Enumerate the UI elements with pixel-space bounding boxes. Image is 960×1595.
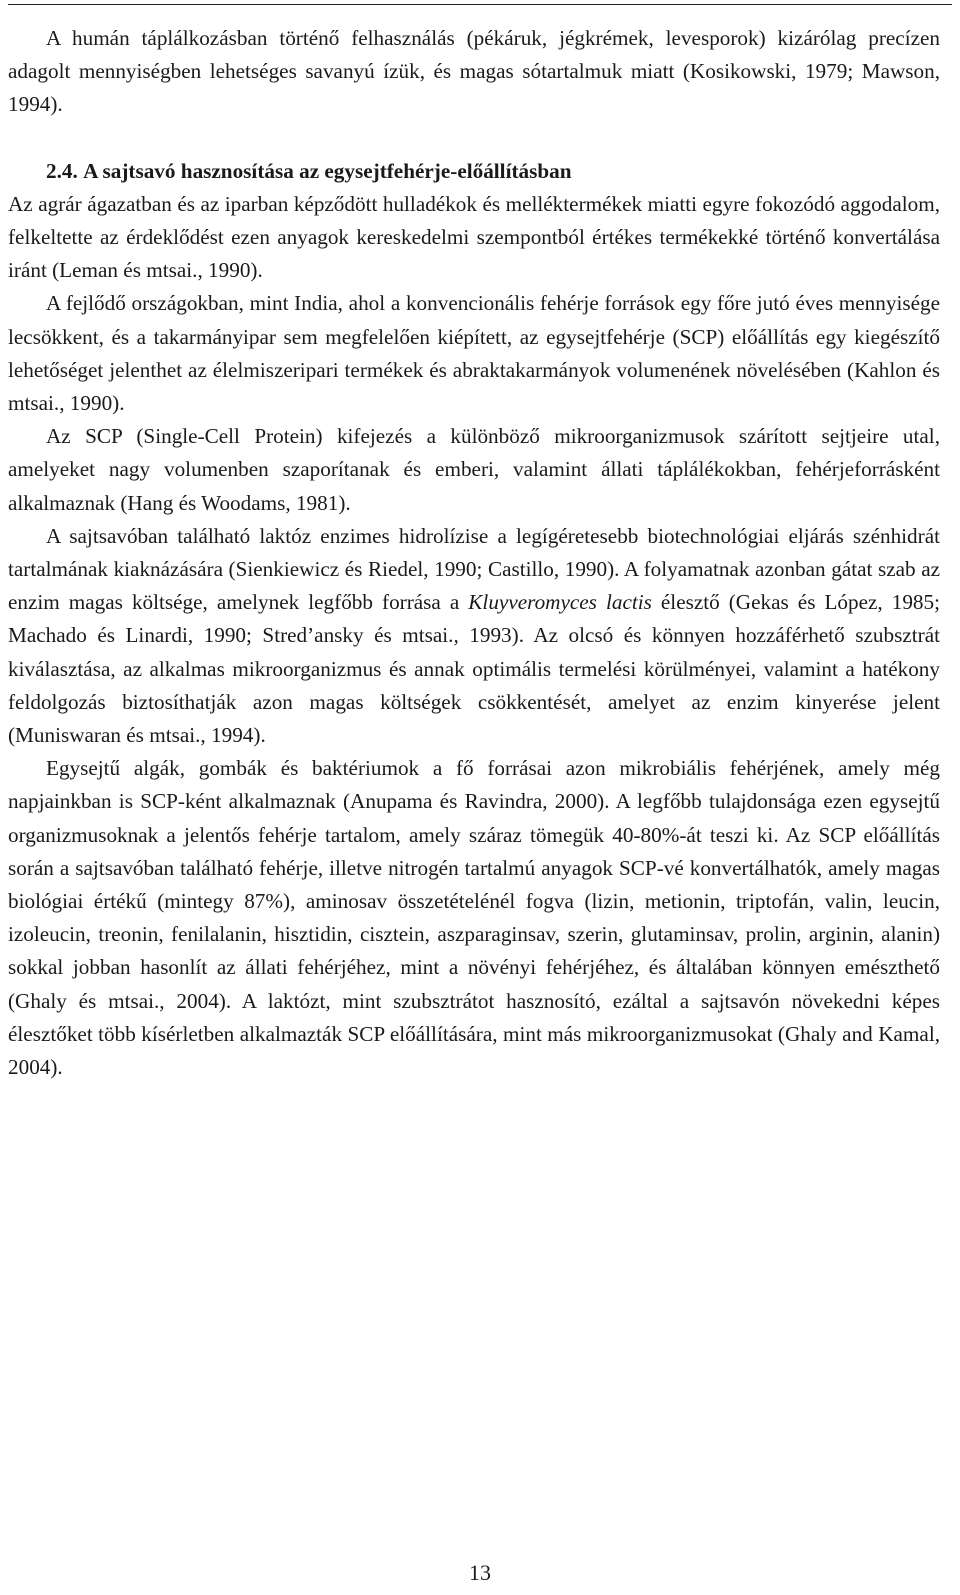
page-number: 13 (469, 1560, 491, 1585)
top-rule (8, 4, 952, 5)
paragraph-4-part-1: A sajtsavóban található laktóz enzimes hidrolízise a legígéretesebb biotechnológiai eljárás szénhidrát tartalmának kiaknázására (Sienkiewicz és Riedel, 1990; Castillo, 1990). A folyamatnak azonban gátat szab az enzim magas költsége, amelynek legfőbb forrása a (8, 523, 940, 615)
paragraph-1: Az agrár ágazatban és az iparban képződött hulladékok és melléktermékek miatti egyre fokozódó aggodalom, felkeltette az érdeklődést ezen anyagok kereskedelmi szempontból értékes termékekké történő konvertálása iránt (Leman és mtsai., 1990). (8, 191, 940, 283)
section-heading (8, 155, 940, 188)
paragraph-4 (8, 520, 940, 752)
document-body (8, 22, 940, 1084)
paragraph-2: A fejlődő országokban, mint India, ahol a konvencionális fehérje források egy főre jutó éves mennyisége lecsökkent, és a takarmányipar sem megfelelően kiépített, az egysejtfehérje (SCP) előállítás egy kiegészítő lehetőséget jelenthet az élelmiszeripari termékek és abraktakarmányok volumenének növelésében (Kahlon és mtsai., 1990). (8, 291, 940, 416)
species-name: Kluyveromyces lactis (468, 590, 652, 615)
paragraph-4-part-2: élesztő (Gekas és López, 1985; Machado és Linardi, 1990; Stred’ansky és mtsai., 1993). Az olcsó és könnyen hozzáférhető szubsztrát kiválasztása, az alkalmas mikroorganizmus és annak optimális termelési körülményei, valamint a hatékony feldolgozás biztosíthatják azon magas költségek csökkentését, amelyet az enzim kinyerése jelent (Muniswaran és mtsai., 1994). (8, 590, 940, 748)
paragraph-5: Egysejtű algák, gombák és baktériumok a fő forrásai azon mikrobiális fehérjének, amely még napjainkban is SCP-ként alkalmaznak (Anupama és Ravindra, 2000). A legfőbb tulajdonsága ezen egysejtű organizmusoknak a jelentős fehérje tartalom, amely száraz tömegük 40-80%-át teszi ki. Az SCP előállítás során a sajtsavóban található fehérje, illetve nitrogén tartalmú anyagok SCP-vé konvertálhatók, amely magas biológiai értékű (mintegy 87%), aminosav összetételénél fogva (lizin, metionin, triptofán, valin, leucin, izoleucin, treonin, fenilalanin, hisztidin, cisztein, aszparaginsav, szerin, glutaminsav, prolin, arginin, alanin) sokkal jobban hasonlít az állati fehérjéhez, mint a növényi fehérjéhez, és általában könnyen emészthető (Ghaly és mtsai., 2004). A laktózt, mint szubsztrátot hasznosító, ezáltal a sajtsavón növekedni képes élesztőket több kísérletben alkalmazták SCP előállítására, mint más mikroorganizmusokat (Ghaly and Kamal, 2004). (8, 756, 940, 1080)
section-title: A sajtsavó hasznosítása az egysejtfehérje-előállításban (83, 158, 572, 183)
paragraph-3: Az SCP (Single-Cell Protein) kifejezés a különböző mikroorganizmusok szárított sejtjeire utal, amelyeket nagy volumenben szaporítanak és emberi, valamint állati táplálékokban, fehérjeforrásként alkalmaznak (Hang és Woodams, 1981). (8, 424, 940, 515)
section-number: 2.4. (46, 158, 78, 183)
intro-paragraph: A humán táplálkozásban történő felhasználás (pékáruk, jégkrémek, levesporok) kizárólag precízen adagolt mennyiségben lehetséges savanyú ízük, és magas sótartalmuk miatt (Kosikowski, 1979; Mawson, 1994). (8, 26, 940, 117)
